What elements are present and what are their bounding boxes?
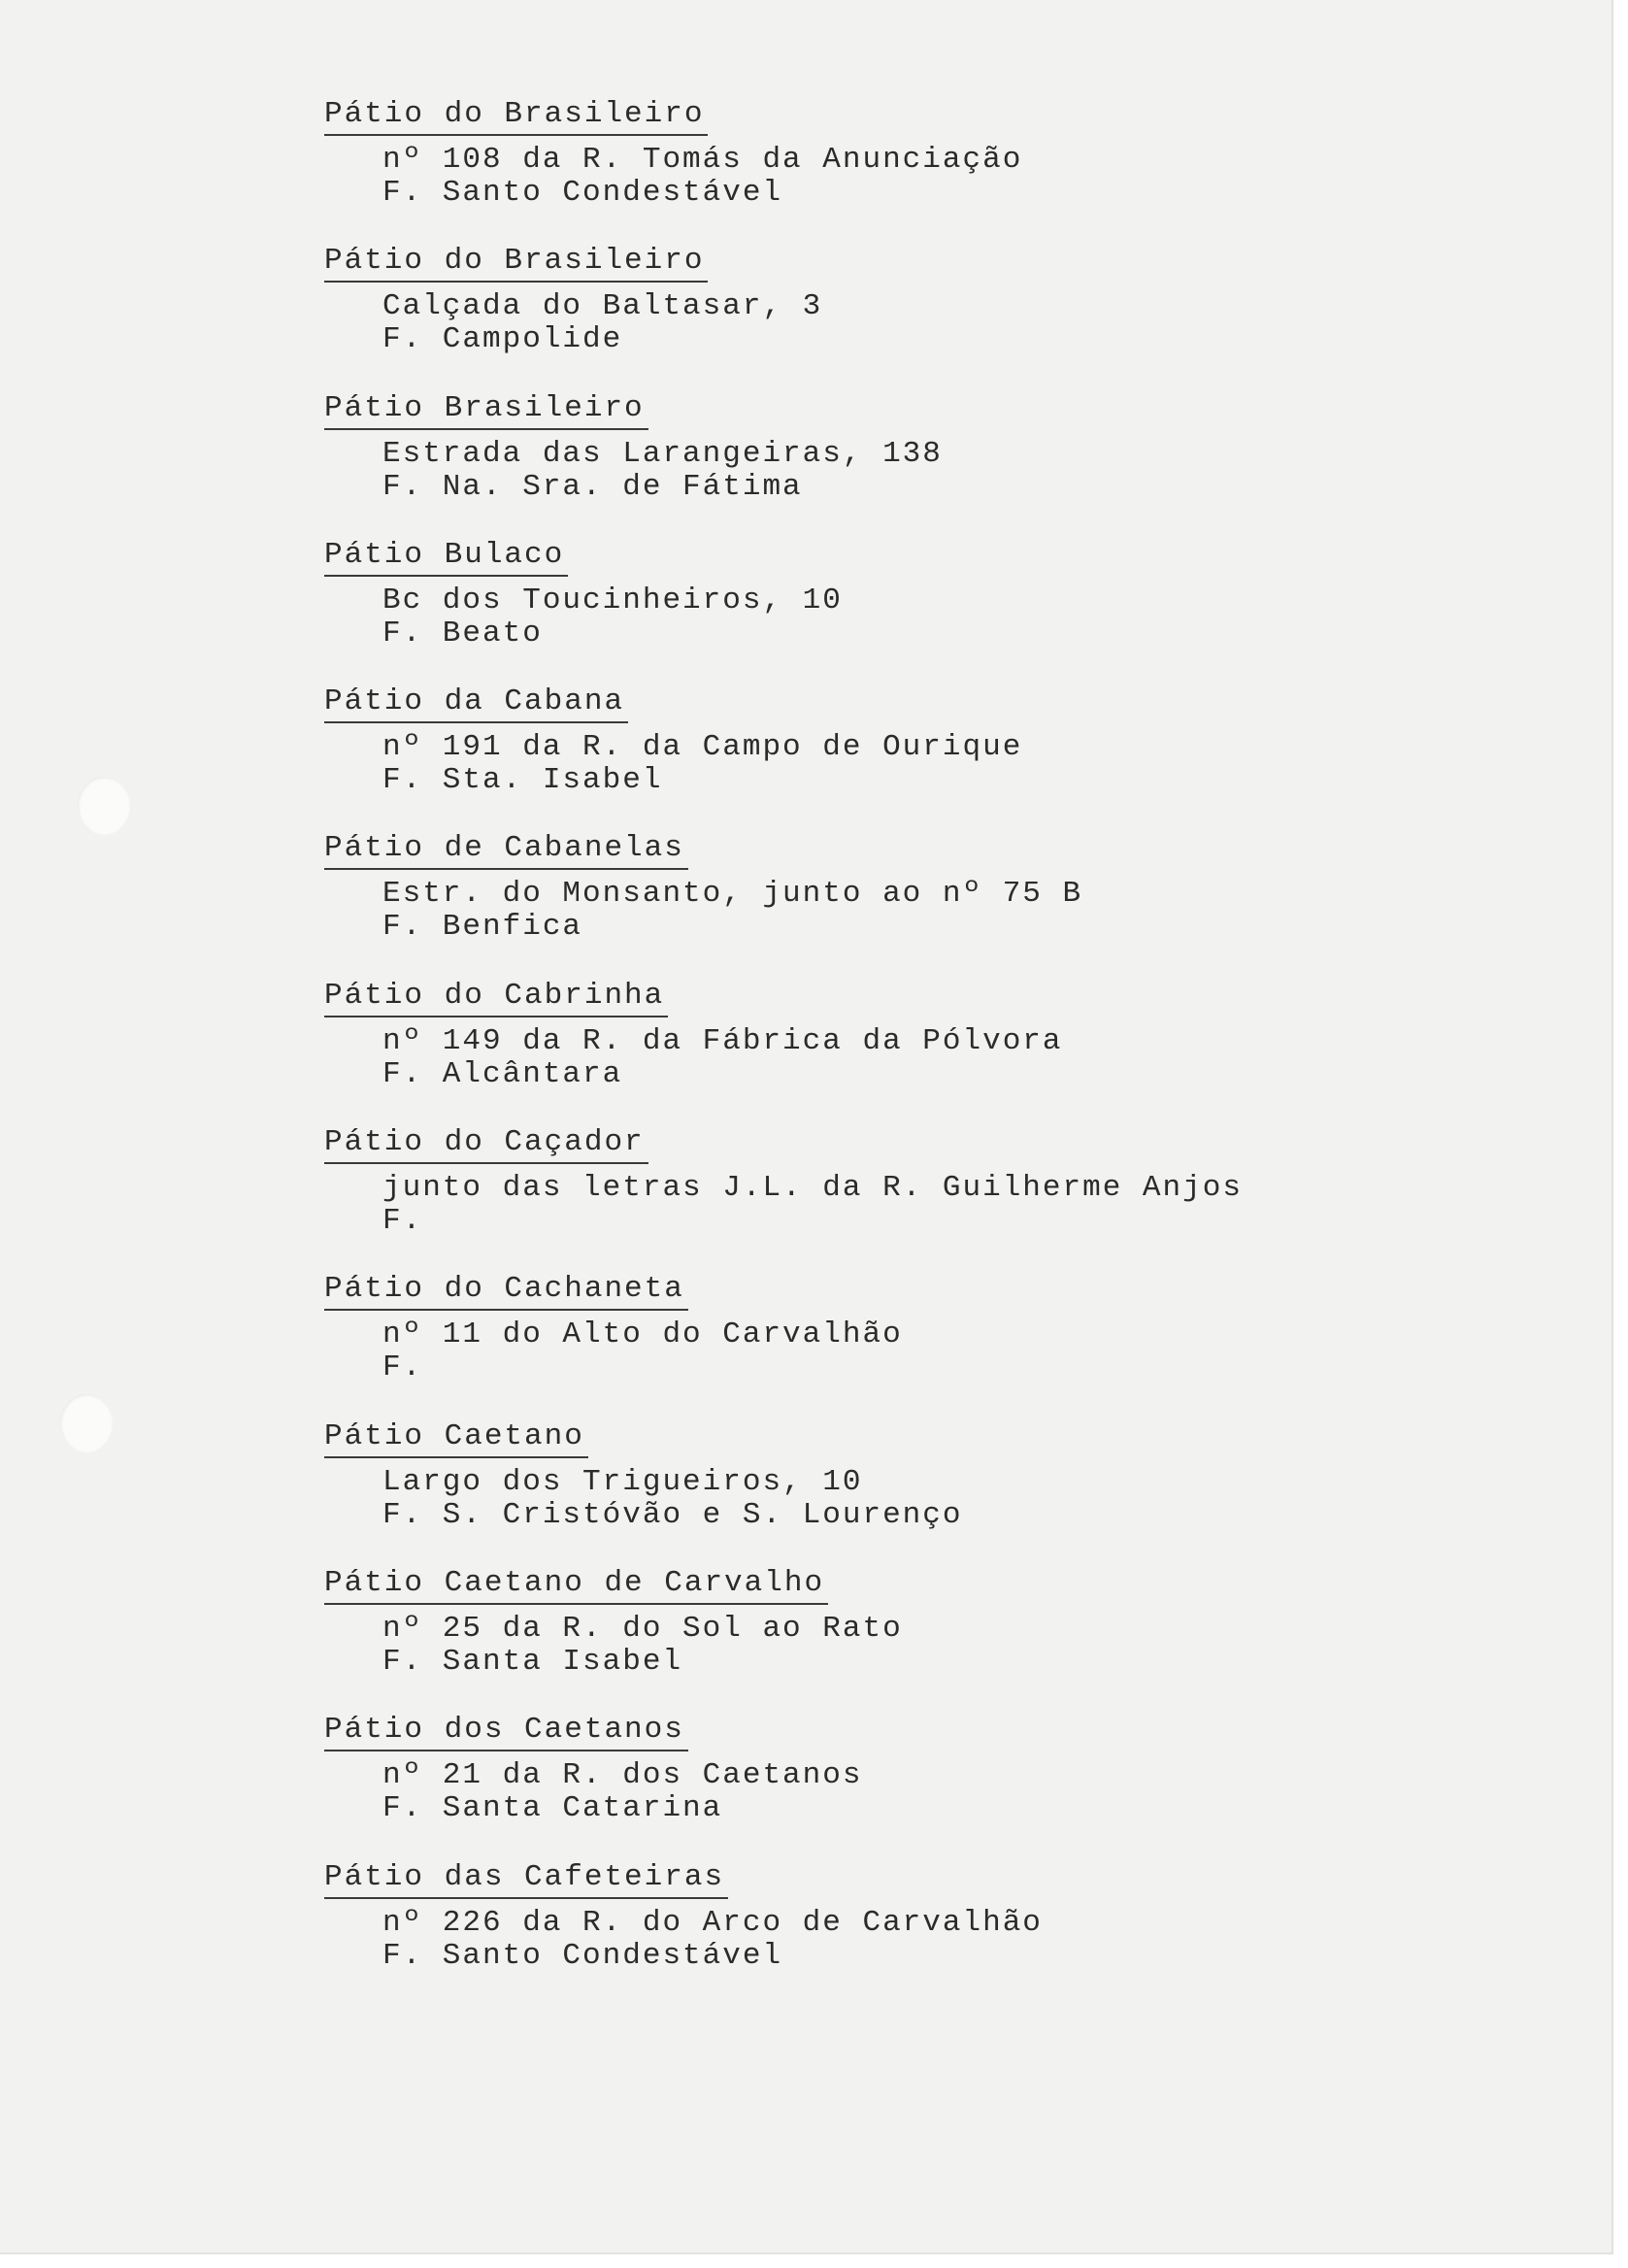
list-item xyxy=(324,1418,1470,1564)
entry-parish: F. Alcântara xyxy=(382,1056,623,1091)
entry-address: Calçada do Baltasar, 3 xyxy=(382,289,823,324)
entry-title: Pátio Caetano xyxy=(324,1418,588,1458)
entry-parish: F. Beato xyxy=(382,616,543,650)
entry-title: Pátio Bulaco xyxy=(324,536,568,577)
entry-title: Pátio Caetano de Carvalho xyxy=(324,1564,828,1605)
entry-parish: F. Sta. Isabel xyxy=(382,763,663,798)
punch-hole xyxy=(60,1394,113,1452)
entry-address: Bc dos Toucinheiros, 10 xyxy=(382,583,843,617)
entry-title: Pátio da Cabana xyxy=(324,683,628,723)
entry-address: junto das letras J.L. da R. Guilherme Anjos xyxy=(382,1171,1243,1206)
entry-title: Pátio do Cabrinha xyxy=(324,977,668,1017)
list-item xyxy=(324,1270,1470,1417)
entry-parish: F. Santo Condestável xyxy=(382,176,783,210)
entry-address: Estr. do Monsanto, junto ao nº 75 B xyxy=(382,877,1083,912)
entry-title: Pátio do Brasileiro xyxy=(324,242,708,283)
entry-title: Pátio das Cafeteiras xyxy=(324,1858,728,1899)
entry-parish: F. Na. Sra. de Fátima xyxy=(382,469,803,504)
list-item xyxy=(324,1858,1470,2005)
entry-address: nº 21 da R. dos Caetanos xyxy=(382,1758,863,1793)
entry-title: Pátio do Caçador xyxy=(324,1123,648,1164)
entry-title: Pátio de Cabanelas xyxy=(324,829,688,870)
entry-title: Pátio do Brasileiro xyxy=(324,95,708,136)
list-item xyxy=(324,829,1470,976)
entry-parish: F. xyxy=(382,1204,423,1239)
entry-address: nº 149 da R. da Fábrica da Pólvora xyxy=(382,1023,1063,1058)
list-item xyxy=(324,977,1470,1123)
entry-address: nº 25 da R. do Sol ao Rato xyxy=(382,1611,903,1646)
entry-address: nº 108 da R. Tomás da Anunciação xyxy=(382,143,1023,177)
entry-address: Largo dos Trigueiros, 10 xyxy=(382,1464,863,1499)
entry-address: nº 11 do Alto do Carvalhão xyxy=(382,1317,903,1352)
entry-address: nº 191 da R. da Campo de Ourique xyxy=(382,730,1023,765)
list-item xyxy=(324,1711,1470,1857)
list-item xyxy=(324,242,1470,388)
entry-parish: F. Santa Catarina xyxy=(382,1791,723,1826)
entry-parish: F. xyxy=(382,1351,423,1385)
entry-parish: F. Santa Isabel xyxy=(382,1644,683,1679)
entry-title: Pátio Brasileiro xyxy=(324,389,648,430)
list-item xyxy=(324,389,1470,536)
entry-title: Pátio dos Caetanos xyxy=(324,1711,688,1751)
entry-title: Pátio do Cachaneta xyxy=(324,1270,688,1311)
list-item xyxy=(324,1564,1470,1711)
list-item xyxy=(324,95,1470,242)
entry-address: nº 226 da R. do Arco de Carvalhão xyxy=(382,1905,1043,1940)
entry-list xyxy=(324,95,1470,2005)
entry-address: Estrada das Larangeiras, 138 xyxy=(382,436,943,471)
entry-parish: F. S. Cristóvão e S. Lourenço xyxy=(382,1497,963,1532)
entry-parish: F. Campolide xyxy=(382,322,623,357)
entry-parish: F. Benfica xyxy=(382,910,583,945)
punch-hole xyxy=(78,777,130,835)
entry-parish: F. Santo Condestável xyxy=(382,1938,783,1973)
list-item xyxy=(324,1123,1470,1270)
list-item xyxy=(324,536,1470,683)
list-item xyxy=(324,683,1470,829)
